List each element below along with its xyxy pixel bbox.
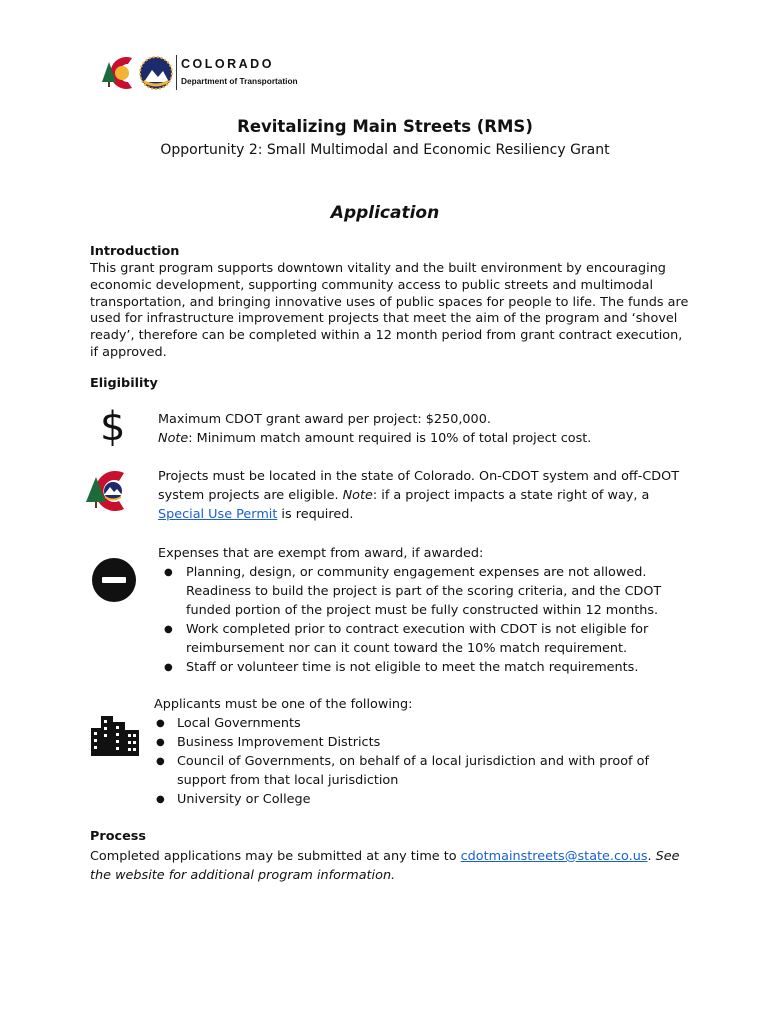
- intro-line: if approved.: [90, 344, 167, 360]
- colorado-logo-icon: [84, 468, 138, 514]
- intro-line: ready’, therefore can be completed within a 12 month period from grant contract execution,: [90, 328, 683, 344]
- location-text-part: system projects are eligible.: [158, 488, 343, 503]
- list-item: [158, 620, 688, 658]
- process-italic-text: the website for additional program information.: [90, 868, 396, 883]
- award-note-text: : Minimum match amount required is 10% of total project cost.: [188, 431, 592, 446]
- list-item-line: ● Business Improvement Districts: [177, 735, 381, 750]
- buildings-icon: [91, 716, 139, 756]
- note-label: Note: [342, 488, 373, 503]
- intro-line: economic development, supporting community access to public streets and multimodal: [90, 277, 654, 293]
- list-item: [154, 752, 684, 790]
- process-italic-text: See: [655, 849, 680, 864]
- list-item-line: ● Work completed prior to contract execution with CDOT is not eligible for: [186, 622, 649, 637]
- award-text: [158, 410, 678, 448]
- expenses-intro: Expenses that are exempt from award, if awarded:: [158, 546, 484, 561]
- process-text: Completed applications may be submitted at any time to: [90, 849, 461, 864]
- list-item: [158, 563, 688, 620]
- list-item-line: support from that local jurisdiction: [177, 773, 399, 788]
- list-item-line: ● University or College: [177, 792, 311, 807]
- minus-circle-icon: [91, 557, 137, 603]
- location-text-part: : if a project impacts a state right of way, a: [372, 488, 650, 503]
- location-line: [158, 505, 698, 524]
- location-text-part: is required.: [277, 507, 354, 522]
- award-line: Maximum CDOT grant award per project: $250,000.: [158, 412, 491, 427]
- dollar-icon: $: [100, 404, 126, 450]
- document-subtitle: Opportunity 2: Small Multimodal and Economic Resiliency Grant: [160, 142, 610, 158]
- intro-line: used for infrastructure improvement projects that meet the aim of the program and ‘shovel: [90, 311, 678, 327]
- list-item-line: ● Local Governments: [177, 716, 301, 731]
- document-title: Revitalizing Main Streets (RMS): [237, 117, 533, 136]
- list-item-line: ● Planning, design, or community engagement expenses are not allowed.: [186, 565, 647, 580]
- applicants-intro: Applicants must be one of the following:: [154, 697, 413, 712]
- logo-divider: [176, 55, 177, 90]
- award-note-line: [158, 429, 678, 448]
- process-text: .: [647, 849, 656, 864]
- list-item-line: reimbursement nor can it count toward the 10% match requirement.: [186, 641, 628, 656]
- location-line: [158, 486, 698, 505]
- list-item: [158, 658, 688, 677]
- intro-line: This grant program supports downtown vitality and the built environment by encouraging: [90, 261, 666, 276]
- logo-state-name: COLORADO: [181, 57, 274, 71]
- process-line: [90, 847, 690, 866]
- process-heading: Process: [90, 829, 146, 844]
- list-item-line: Readiness to build the project is part of the scoring criteria, and the CDOT: [186, 584, 662, 599]
- list-item-line: funded portion of the project must be fully constructed within 12 months.: [186, 603, 659, 618]
- introduction-heading: Introduction: [90, 244, 180, 259]
- intro-line: transportation, and bringing innovative uses of public spaces for people to life. The funds are: [90, 294, 689, 310]
- list-item-line: ● Staff or volunteer time is not eligible to meet the match requirements.: [186, 660, 639, 675]
- logo-department-name: Department of Transportation: [181, 76, 298, 86]
- expenses-text: [158, 544, 688, 677]
- list-item: [154, 733, 684, 752]
- location-text: [158, 467, 698, 524]
- note-label: Note: [158, 431, 189, 446]
- special-use-permit-link[interactable]: Special Use Permit: [158, 507, 278, 522]
- eligibility-heading: Eligibility: [90, 376, 158, 391]
- email-link[interactable]: cdotmainstreets@state.co.us: [460, 849, 648, 864]
- process-line: [90, 866, 690, 885]
- location-line: Projects must be located in the state of Colorado. On-CDOT system and off-CDOT: [158, 469, 680, 484]
- process-paragraph: [90, 847, 690, 885]
- list-item: [154, 714, 684, 733]
- expenses-list: [158, 563, 688, 677]
- introduction-paragraph: [90, 261, 690, 362]
- list-item: [154, 790, 684, 809]
- application-heading: Application: [330, 203, 440, 223]
- applicants-list: [154, 714, 684, 809]
- applicants-text: [154, 695, 684, 809]
- list-item-line: ● Council of Governments, on behalf of a local jurisdiction and with proof of: [177, 754, 649, 769]
